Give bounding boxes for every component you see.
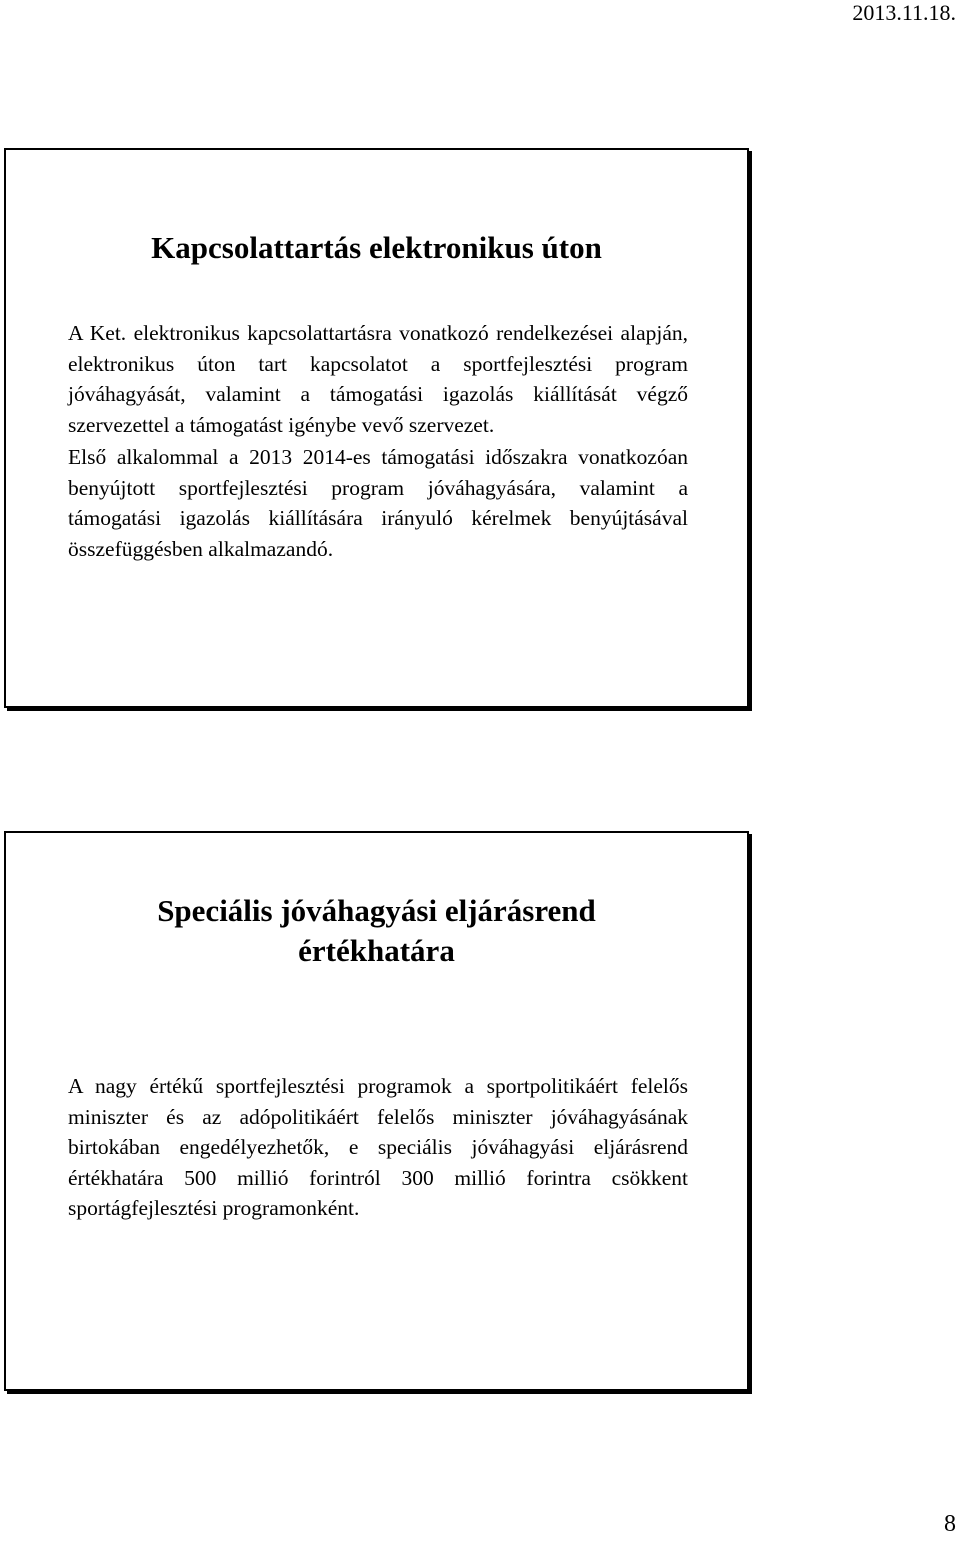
slide-2-title-line-1: Speciális jóváhagyási eljárásrend bbox=[157, 893, 596, 928]
slide-2-body bbox=[68, 1071, 688, 1224]
slide-2 bbox=[4, 831, 749, 1391]
slide-2-title-line-2: értékhatára bbox=[298, 933, 455, 968]
slide-2-paragraph-1: A nagy értékű sportfejlesztési programok a sportpolitikáért felelős miniszter és az adópolitikáért felelős miniszter jóváhagyásának birtokában engedélyezhetők, e speciális jóváhagyási eljárásrend értékhatára 500 millió forintról 300 millió forintra csökkent sportágfejlesztési programonként. bbox=[68, 1074, 688, 1220]
slide-1-paragraph-2: Első alkalommal a 2013 2014-es támogatási időszakra vonatkozóan benyújtott sportfejlesztési program jóváhagyására, valamint a támogatási igazolás kiállítására irányuló kérelmek benyújtásával összefüggésben alkalmazandó. bbox=[68, 445, 688, 561]
slide-2-title bbox=[6, 891, 747, 971]
slide-1-paragraph-1: A Ket. elektronikus kapcsolattartásra vonatkozó rendelkezései alapján, elektronikus úton tart kapcsolatot a sportfejlesztési program jóváhagyását, valamint a támogatási igazolás kiállítását végző szervezettel a támogatást igénybe vevő szervezet. bbox=[68, 321, 688, 437]
page-header-date: 2013.11.18. bbox=[852, 0, 956, 25]
slide-1-title: Kapcsolattartás elektronikus úton bbox=[151, 230, 602, 265]
page-number: 8 bbox=[944, 1511, 956, 1537]
slide-1-body bbox=[68, 318, 688, 564]
slide-1 bbox=[4, 148, 749, 708]
